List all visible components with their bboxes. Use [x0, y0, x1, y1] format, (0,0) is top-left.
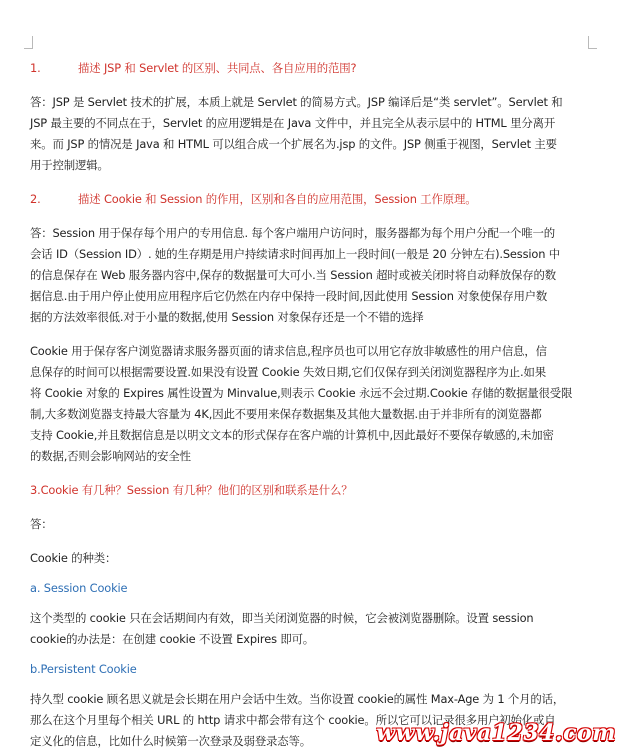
answer-2-line: 据信息.由于用户停止使用应用程序后它仍然在内存中保持一段时间,因此使用 Session 对象使保存用户数 [30, 289, 548, 303]
session-cookie-paragraph [30, 608, 584, 650]
site-watermark: www.java1234.com [376, 720, 616, 746]
answer-2-line: 据的方法效率很低.对于小量的数据,使用 Session 对象保存还是一个不错的选择 [30, 310, 424, 324]
answer-1-line: JSP 最主要的不同点在于，Servlet 的应用逻辑是在 Java 文件中，并且完全从表示层中的 HTML 里分离开 [30, 116, 556, 130]
answer-2-cookie-paragraph [30, 341, 584, 467]
answer-2-line: 会话 ID（Session ID）. 她的生存期是用户持续请求时间再加上一段时间(一般是 20 分钟左右).Session 中 [30, 247, 560, 261]
answer-2b-line: 制,大多数浏览器支持最大容量为 4K,因此不要用来保存数据集及其他大量数据.由于并非所有的浏览器都 [30, 407, 542, 421]
persistent-cookie-subheading: b.Persistent Cookie [30, 662, 137, 676]
session-cookie-subheading: a. Session Cookie [30, 581, 128, 595]
cookie-kinds-label: Cookie 的种类： [30, 551, 117, 565]
answer-2-session-paragraph [30, 223, 584, 328]
question-2-number: 2. [30, 192, 41, 206]
answer-1-paragraph [30, 92, 584, 176]
question-1-title: 描述 JSP 和 Servlet 的区别、共同点、各自应用的范围? [78, 61, 357, 75]
persistent-cookie-line: 定义化的信息，比如什么时候第一次登录及弱登录态等。 [30, 734, 312, 748]
question-3-heading: 3.Cookie 有几种？Session 有几种？他们的区别和联系是什么？ [30, 483, 353, 497]
answer-2b-line: 的数据,否则会影响网站的安全性 [30, 449, 191, 463]
question-1-heading [30, 58, 584, 79]
answer-2b-line: Cookie 用于保存客户浏览器请求服务器页面的请求信息,程序员也可以用它存放非敏感性的用户信息，信 [30, 344, 547, 358]
document-body [30, 58, 584, 752]
answer-2b-line: 息保存的时间可以根据需要设置.如果没有设置 Cookie 失效日期,它们仅保存到关闭浏览器程序为止.如果 [30, 365, 546, 379]
answer-3-label: 答： [30, 517, 53, 531]
answer-1-line: 来。而 JSP 的情况是 Java 和 HTML 可以组合成一个扩展名为.jsp 的文件。JSP 侧重于视图，Servlet 主要 [30, 137, 557, 151]
page-corner-mark-right [588, 36, 597, 49]
question-2-heading [30, 189, 584, 210]
session-cookie-line: cookie的办法是：在创建 cookie 不设置 Expires 即可。 [30, 632, 315, 646]
answer-2b-line: 支持 Cookie,并且数据信息是以明文文本的形式保存在客户端的计算机中,因此最好不要保存敏感的,未加密 [30, 428, 554, 442]
question-1-number: 1. [30, 61, 41, 75]
page-corner-mark-left [24, 36, 33, 49]
question-2-title: 描述 Cookie 和 Session 的作用，区别和各自的应用范围，Session 工作原理。 [78, 192, 477, 206]
answer-2-line: 答：Session 用于保存每个用户的专用信息. 每个客户端用户访问时，服务器都为每个用户分配一个唯一的 [30, 226, 555, 240]
answer-1-line: 答：JSP 是 Servlet 技术的扩展，本质上就是 Servlet 的简易方式。JSP 编译后是“类 servlet”。Servlet 和 [30, 95, 563, 109]
answer-2b-line: 将 Cookie 对象的 Expires 属性设置为 Minvalue,则表示 Cookie 永远不会过期.Cookie 存储的数据量很受限 [30, 386, 573, 400]
session-cookie-line: 这个类型的 cookie 只在会话期间内有效，即当关闭浏览器的时候，它会被浏览器删除。设置 session [30, 611, 534, 625]
persistent-cookie-line: 持久型 cookie 顾名思义就是会长期在用户会话中生效。当你设置 cookie的属性 Max-Age 为 1 个月的话， [30, 692, 565, 706]
answer-2-line: 的信息保存在 Web 服务器内容中,保存的数据量可大可小.当 Session 超时或被关闭时将自动释放保存的数 [30, 268, 557, 282]
persistent-cookie-line: 那么在这个月里每个相关 URL 的 http 请求中都会带有这个 cookie。所以它可以记录很多用户初始化或自 [30, 713, 556, 727]
answer-1-line: 用于控制逻辑。 [30, 158, 109, 172]
